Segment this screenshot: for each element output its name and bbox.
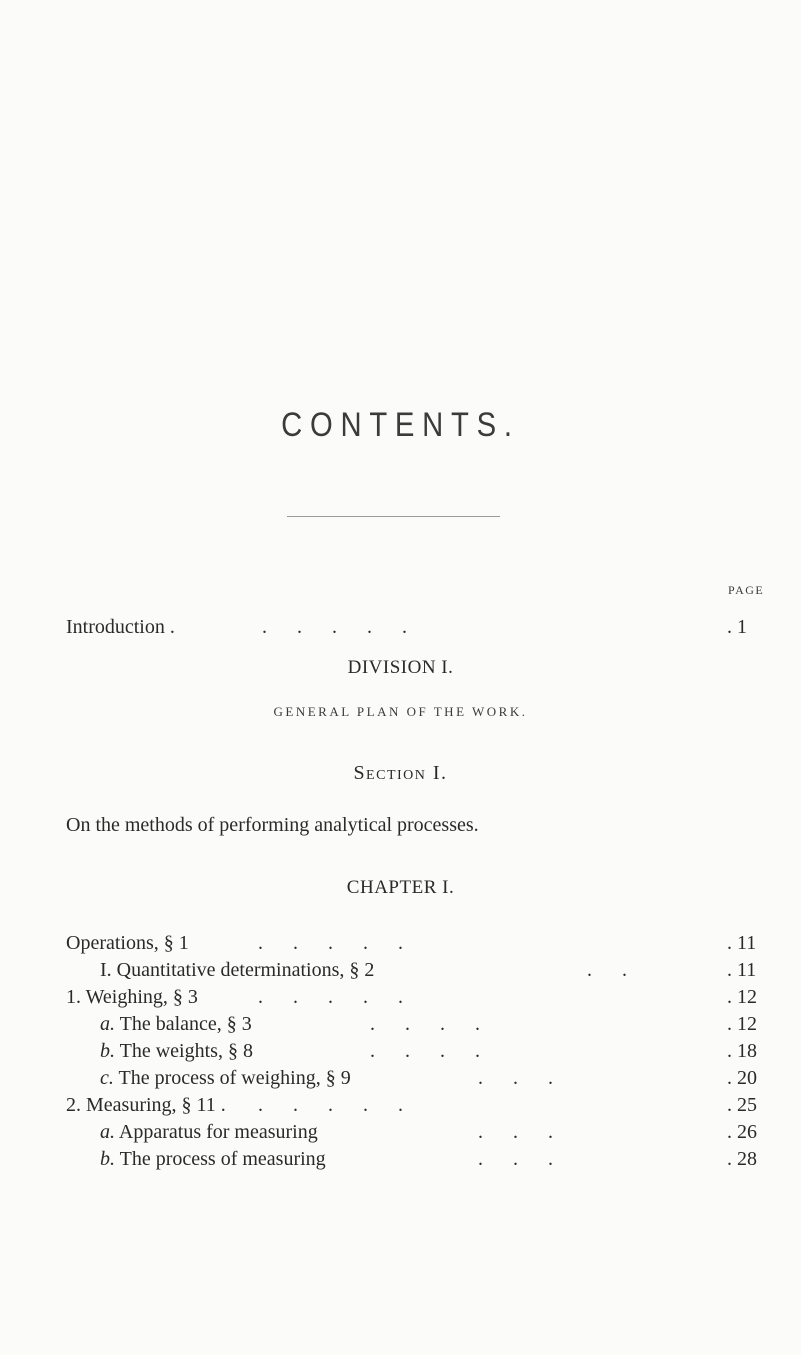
toc-entry[interactable] [0,1040,801,1066]
toc-entry-title [100,1148,326,1171]
toc-entry[interactable] [0,986,801,1012]
toc-entry[interactable] [0,1121,801,1147]
toc-entry-text: The process of measuring [119,1148,326,1170]
toc-leader-dots: . . . . [370,1040,480,1062]
toc-page-number: . 11 [727,959,757,981]
toc-entry-title [100,1067,351,1090]
toc-entry-introduction[interactable] [0,616,801,642]
division-heading: DIVISION I. [347,657,454,678]
toc-entry-text: The balance, § 3 [119,1013,252,1035]
toc-leader-dots: . . . . [370,1013,480,1035]
toc-leader-dots: . . . [478,1067,553,1089]
chapter-heading: CHAPTER I. [346,877,455,898]
toc-entry-letter: a. [100,1013,115,1035]
toc-page-number: . 26 [727,1121,757,1143]
toc-page-number: . 12 [727,1013,757,1035]
toc-page-number: . 25 [727,1094,757,1116]
toc-page-number: . 18 [727,1040,757,1062]
toc-leader-dots: . . . [478,1121,553,1143]
toc-leader-dots: . . . . . [258,1094,403,1116]
division-subheading: GENERAL PLAN OF THE WORK. [273,704,528,719]
toc-entry[interactable] [0,959,801,985]
toc-leader-dots: . . [587,959,627,981]
toc-entry-text: Apparatus for measuring [118,1121,318,1143]
toc-entry-letter: b. [100,1148,115,1170]
toc-entry-title [100,1013,252,1036]
toc-entry-letter: b. [100,1040,115,1062]
toc-entry-title: 2. Measuring, § 11 . [66,1094,226,1116]
toc-entry-text: The weights, § 8 [119,1040,253,1062]
toc-page-number: . 28 [727,1148,757,1170]
toc-entry-title: 1. Weighing, § 3 [66,986,198,1008]
title-rule [287,516,500,517]
toc-entry-text: The process of weighing, § 9 [118,1067,351,1089]
toc-entry[interactable] [0,1094,801,1120]
toc-entry-letter: c. [100,1067,114,1089]
section-heading: Section I. [353,762,448,784]
toc-entry[interactable] [0,1067,801,1093]
toc-leader-dots: . . . . . [258,986,403,1008]
toc-entry-letter: a. [100,1121,115,1143]
toc-leader-dots: . . . [478,1148,553,1170]
toc-page-number: . 12 [727,986,757,1008]
toc-entry-title: I. Quantitative determinations, § 2 [100,959,375,981]
toc-page-number: . 11 [727,932,757,954]
page-column-label: PAGE [728,583,765,597]
toc-leader-dots: . . . . . [258,932,403,954]
section-title: On the methods of performing analytical processes. [66,814,479,836]
toc-page-number: . 1 [727,616,747,638]
toc-entry[interactable] [0,932,801,958]
toc-entry-title: Operations, § 1 [66,932,189,954]
page-title: CONTENTS. [281,406,520,444]
toc-page-number: . 20 [727,1067,757,1089]
toc-entry-title [100,1040,253,1063]
toc-entry[interactable] [0,1148,801,1174]
toc-leader-dots: . . . . . [262,616,407,638]
toc-entry[interactable] [0,1013,801,1039]
toc-entry-title: Introduction . [66,616,175,638]
toc-entry-title [100,1121,318,1144]
